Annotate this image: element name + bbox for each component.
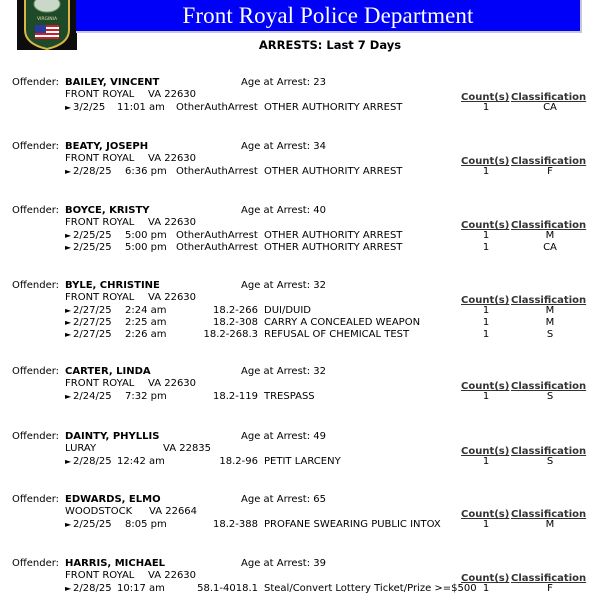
charge-time: 8:05 pm (125, 519, 167, 530)
charge-code: OtherAuthArrest (176, 230, 258, 241)
age-at-arrest (241, 366, 326, 377)
charge-count: 1 (482, 391, 490, 402)
age-at-arrest (241, 558, 326, 569)
counts-column-header: Count(s) (461, 509, 510, 520)
offender-state-zip: VA 22630 (148, 89, 197, 100)
charge-classification: M (545, 317, 555, 328)
charge-description: TRESPASS (264, 391, 315, 402)
charge-classification: M (545, 519, 555, 530)
charge-date: 2/24/25 (73, 391, 112, 402)
counts-column-header: Count(s) (461, 446, 510, 457)
charge-time: 2:26 am (125, 329, 167, 340)
charge-code: 18.2-119 (213, 391, 258, 402)
charge-code: 18.2-96 (219, 456, 258, 467)
classification-column-header: Classification (511, 573, 587, 584)
charge-time: 7:32 pm (125, 391, 167, 402)
offender-city: WOODSTOCK (65, 506, 133, 517)
counts-column-header: Count(s) (461, 92, 510, 103)
classification-column-header: Classification (511, 295, 587, 306)
charge-row (0, 166, 600, 178)
age-label: Age at Arrest: (241, 431, 311, 442)
charge-row (0, 102, 600, 114)
charge-description: OTHER AUTHORITY ARREST (264, 166, 403, 177)
charge-date: 2/28/25 (73, 166, 112, 177)
offender-city: FRONT ROYAL (65, 89, 135, 100)
charge-classification: CA (543, 242, 557, 253)
offender-label: Offender: (12, 494, 60, 505)
charge-count: 1 (482, 519, 490, 530)
charge-date: 2/27/25 (73, 305, 112, 316)
offender-label: Offender: (12, 431, 60, 442)
charge-classification: S (546, 456, 554, 467)
classification-column-header: Classification (511, 156, 587, 167)
charge-description: Steal/Convert Lottery Ticket/Prize >=$500 (264, 583, 477, 594)
arrow-bullet-icon: ► (65, 231, 72, 240)
arrow-bullet-icon: ► (65, 520, 72, 529)
charge-count: 1 (482, 102, 490, 113)
offender-label: Offender: (12, 141, 60, 152)
charge-code: OtherAuthArrest (176, 102, 258, 113)
classification-column-header: Classification (511, 446, 587, 457)
offender-label: Offender: (12, 366, 60, 377)
charge-code: 18.2-266 (213, 305, 258, 316)
charge-classification: F (547, 583, 553, 594)
charge-row (0, 242, 600, 254)
charge-time: 2:25 am (125, 317, 167, 328)
charge-time: 2:24 am (125, 305, 167, 316)
header-banner (76, 0, 582, 33)
charge-date: 3/2/25 (73, 102, 106, 113)
offender-state-zip: VA 22630 (148, 153, 197, 164)
arrow-bullet-icon: ► (65, 584, 72, 593)
counts-column-header: Count(s) (461, 381, 510, 392)
classification-column-header: Classification (511, 509, 587, 520)
charge-date: 2/28/25 (73, 456, 112, 467)
charge-count: 1 (482, 317, 490, 328)
age-label: Age at Arrest: (241, 205, 311, 216)
charge-description: REFUSAL OF CHEMICAL TEST (264, 329, 410, 340)
age-value: 49 (313, 431, 326, 442)
arrow-bullet-icon: ► (65, 167, 72, 176)
offender-state-zip: VA 22835 (163, 443, 212, 454)
charge-classification: F (547, 166, 553, 177)
classification-column-header: Classification (511, 92, 587, 103)
badge-virginia-text: VIRGINIA (36, 17, 58, 22)
offender-state-zip: VA 22664 (149, 506, 198, 517)
charge-time: 10:17 am (117, 583, 165, 594)
age-value: 23 (313, 77, 326, 88)
offender-name: BOYCE, KRISTY (65, 205, 150, 216)
charge-description: OTHER AUTHORITY ARREST (264, 102, 403, 113)
offender-state-zip: VA 22630 (148, 570, 197, 581)
report-title: ARRESTS: Last 7 Days (258, 38, 402, 52)
charge-date: 2/27/25 (73, 329, 112, 340)
charge-description: OTHER AUTHORITY ARREST (264, 230, 403, 241)
age-value: 34 (313, 141, 326, 152)
offender-city: FRONT ROYAL (65, 292, 135, 303)
charge-date: 2/27/25 (73, 317, 112, 328)
charge-date: 2/25/25 (73, 230, 112, 241)
charge-date: 2/28/25 (73, 583, 112, 594)
age-at-arrest (241, 280, 326, 291)
age-value: 65 (313, 494, 326, 505)
offender-city: LURAY (65, 443, 97, 454)
age-label: Age at Arrest: (241, 141, 311, 152)
charge-description: OTHER AUTHORITY ARREST (264, 242, 403, 253)
charge-code: 58.1-4018.1 (197, 583, 258, 594)
charge-date: 2/25/25 (73, 242, 112, 253)
charge-row (0, 391, 600, 403)
arrow-bullet-icon: ► (65, 318, 72, 327)
offender-label: Offender: (12, 77, 60, 88)
charge-time: 12:42 am (117, 456, 165, 467)
charge-row (0, 305, 600, 317)
age-value: 40 (313, 205, 326, 216)
offender-city: FRONT ROYAL (65, 153, 135, 164)
offender-label: Offender: (12, 205, 60, 216)
age-label: Age at Arrest: (241, 280, 311, 291)
classification-column-header: Classification (511, 381, 587, 392)
age-at-arrest (241, 205, 326, 216)
offender-name: CARTER, LINDA (65, 366, 151, 377)
offender-state-zip: VA 22630 (148, 292, 197, 303)
age-value: 32 (313, 280, 326, 291)
counts-column-header: Count(s) (461, 573, 510, 584)
charge-code: OtherAuthArrest (176, 166, 258, 177)
offender-name: BEATY, JOSEPH (65, 141, 149, 152)
charge-count: 1 (482, 166, 490, 177)
charge-row (0, 456, 600, 468)
charge-code: 18.2-388 (213, 519, 258, 530)
arrow-bullet-icon: ► (65, 243, 72, 252)
charge-time: 6:36 pm (125, 166, 167, 177)
arrow-bullet-icon: ► (65, 330, 72, 339)
charge-classification: M (545, 230, 555, 241)
charge-count: 1 (482, 583, 490, 594)
arrow-bullet-icon: ► (65, 392, 72, 401)
charge-code: 18.2-308 (213, 317, 258, 328)
charge-count: 1 (482, 456, 490, 467)
age-at-arrest (241, 77, 326, 88)
offender-city: FRONT ROYAL (65, 217, 135, 228)
charge-classification: M (545, 305, 555, 316)
offender-name: BYLE, CHRISTINE (65, 280, 160, 291)
charge-classification: CA (543, 102, 557, 113)
age-label: Age at Arrest: (241, 77, 311, 88)
age-value: 39 (313, 558, 326, 569)
charge-time: 5:00 pm (125, 242, 167, 253)
offender-name: BAILEY, VINCENT (65, 77, 160, 88)
classification-column-header: Classification (511, 220, 587, 231)
age-at-arrest (241, 431, 326, 442)
charge-row (0, 317, 600, 329)
age-label: Age at Arrest: (241, 366, 311, 377)
offender-state-zip: VA 22630 (148, 378, 197, 389)
charge-count: 1 (482, 329, 490, 340)
charge-count: 1 (482, 242, 490, 253)
charge-count: 1 (482, 230, 490, 241)
charge-description: CARRY A CONCEALED WEAPON (264, 317, 421, 328)
arrow-bullet-icon: ► (65, 457, 72, 466)
charge-description: PETIT LARCENY (264, 456, 341, 467)
charge-row (0, 583, 600, 595)
age-at-arrest (241, 494, 326, 505)
page-title: Front Royal Police Department (182, 3, 474, 28)
charge-time: 11:01 am (117, 102, 165, 113)
offender-city: FRONT ROYAL (65, 570, 135, 581)
offender-name: DAINTY, PHYLLIS (65, 431, 160, 442)
offender-name: EDWARDS, ELMO (65, 494, 161, 505)
arrow-bullet-icon: ► (65, 103, 72, 112)
charge-description: PROFANE SWEARING PUBLIC INTOX (264, 519, 441, 530)
age-label: Age at Arrest: (241, 494, 311, 505)
charge-row (0, 329, 600, 341)
offender-label: Offender: (12, 558, 60, 569)
charge-code: OtherAuthArrest (176, 242, 258, 253)
counts-column-header: Count(s) (461, 156, 510, 167)
arrow-bullet-icon: ► (65, 306, 72, 315)
counts-column-header: Count(s) (461, 295, 510, 306)
charge-count: 1 (482, 305, 490, 316)
age-value: 32 (313, 366, 326, 377)
charge-date: 2/25/25 (73, 519, 112, 530)
charge-row (0, 519, 600, 531)
offender-city: FRONT ROYAL (65, 378, 135, 389)
charge-classification: S (546, 391, 554, 402)
charge-classification: S (546, 329, 554, 340)
age-label: Age at Arrest: (241, 558, 311, 569)
age-at-arrest (241, 141, 326, 152)
offender-name: HARRIS, MICHAEL (65, 558, 166, 569)
charge-row (0, 230, 600, 242)
offender-label: Offender: (12, 280, 60, 291)
counts-column-header: Count(s) (461, 220, 510, 231)
charge-description: DUI/DUID (264, 305, 312, 316)
charge-time: 5:00 pm (125, 230, 167, 241)
offender-state-zip: VA 22630 (148, 217, 197, 228)
charge-code: 18.2-268.3 (203, 329, 258, 340)
